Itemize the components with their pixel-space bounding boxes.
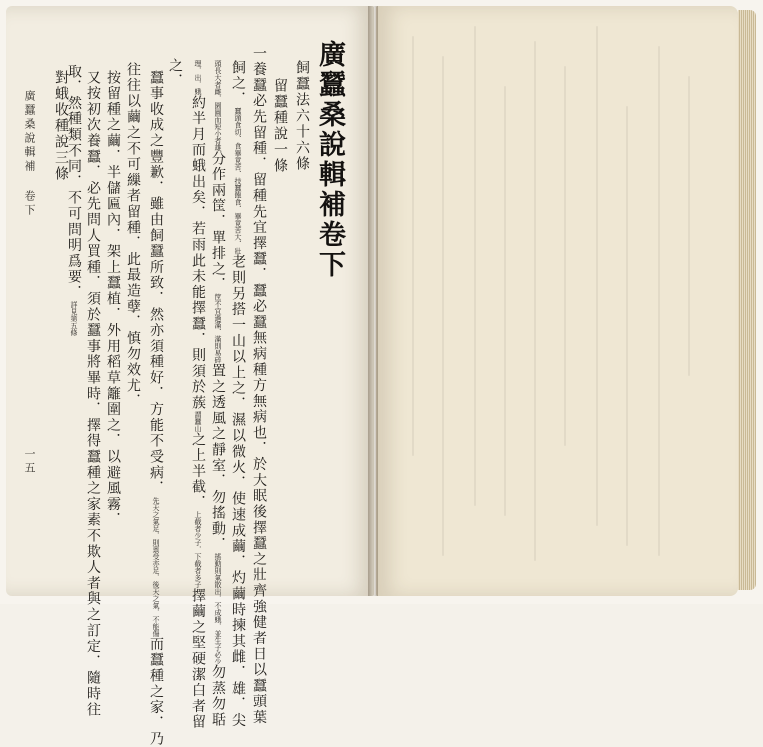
book-title: 廣蠶桑說輯補卷下: [314, 40, 345, 280]
text-column-2-note: 蠶頭食切．食畢竟苦．技蠶飽食．畢竟苦大．壯: [234, 107, 242, 255]
text-column-6-rest: 而蠶種之家．乃: [148, 636, 164, 747]
page-number: 一五: [23, 448, 36, 476]
text-column-3-note-2: 筐不宜過滿．滿則易碎: [214, 293, 222, 364]
text-column-2-main: 飼之．: [230, 60, 246, 108]
text-column-2: [230, 60, 246, 728]
text-column-5: 之．: [167, 58, 183, 90]
book-gutter: [368, 6, 378, 596]
running-volume: 卷下: [23, 190, 36, 218]
text-column-1: 一養蠶必先留種．留種先宜擇蠶．蠶必蠶無病種方無病也．於大眠後擇蠶之壯齊強健者日以蠶頭葉: [251, 46, 267, 726]
text-column-6-main: 蠶事收成之豐歉．雖由飼蠶所致．然亦須種好．方能不受病．: [148, 70, 164, 497]
text-column-3-main-3: 勿蒸勿聒: [210, 664, 226, 729]
text-column-3-main-2: 置之透風之靜室．勿搖動．: [210, 363, 226, 553]
running-head: 廣蠶桑說輯補: [23, 90, 36, 174]
text-column-4-note-3: 上截者少子．下截者多子: [194, 511, 202, 588]
text-column-4-note: 理．出．蛾: [194, 60, 202, 95]
text-column-3-main: 分作兩筐．單排之．: [210, 151, 226, 294]
text-column-4-main-2: 之上半截．: [190, 432, 206, 511]
text-column-6-note: 先天之氣足．則禀受亦足．後天之氣．不能傷: [152, 496, 160, 637]
text-column-3: [210, 60, 226, 728]
bleed-through-text: [392, 26, 722, 586]
text-column-8: 按留種之繭．半儲匾內．架上蠶植．外用稻草籬圍之．以避風霧．: [105, 70, 121, 529]
text-column-6: [148, 70, 164, 747]
subsection-heading: 留蠶種說一條: [272, 78, 288, 174]
text-column-3-note: 頭長大者雌．園圓而短小者雄: [214, 60, 222, 151]
text-column-7: 往往以繭之不可繅者留種．此最造孽．慎勿效尤．: [125, 62, 141, 410]
text-column-4: [190, 60, 206, 730]
text-column-4-note-2: 謂蠶山: [194, 411, 202, 432]
text-column-10-main: 取．然種類不同．不可問明爲要．: [66, 64, 82, 301]
text-column-10-note: 詳見第五條: [70, 301, 78, 336]
text-column-11-heading: 對蛾收種說三條: [53, 70, 69, 182]
page-edges: [738, 10, 756, 590]
section-heading: 飼蠶法六十六條: [294, 60, 310, 172]
text-column-2-rest: 老則另搭一山以上之．濕以微火．使速成繭．灼繭時揀其雌．雄．尖: [230, 254, 246, 729]
text-column-9: 又按初次養蠶．必先問人買種．須於蠶事將畢時．擇得蠶種之家素不欺人者與之訂定．隨時往: [85, 70, 101, 718]
text-column-3-note-3: 搖動則氣散出．不成蛾．並生子必少: [214, 552, 222, 665]
text-column-4-main-3: 擇繭之堅硬潔白者留: [190, 588, 206, 731]
text-column-4-main: 約半月而蛾出矣．若雨此未能擇蠶．則須於蔟: [190, 95, 206, 411]
